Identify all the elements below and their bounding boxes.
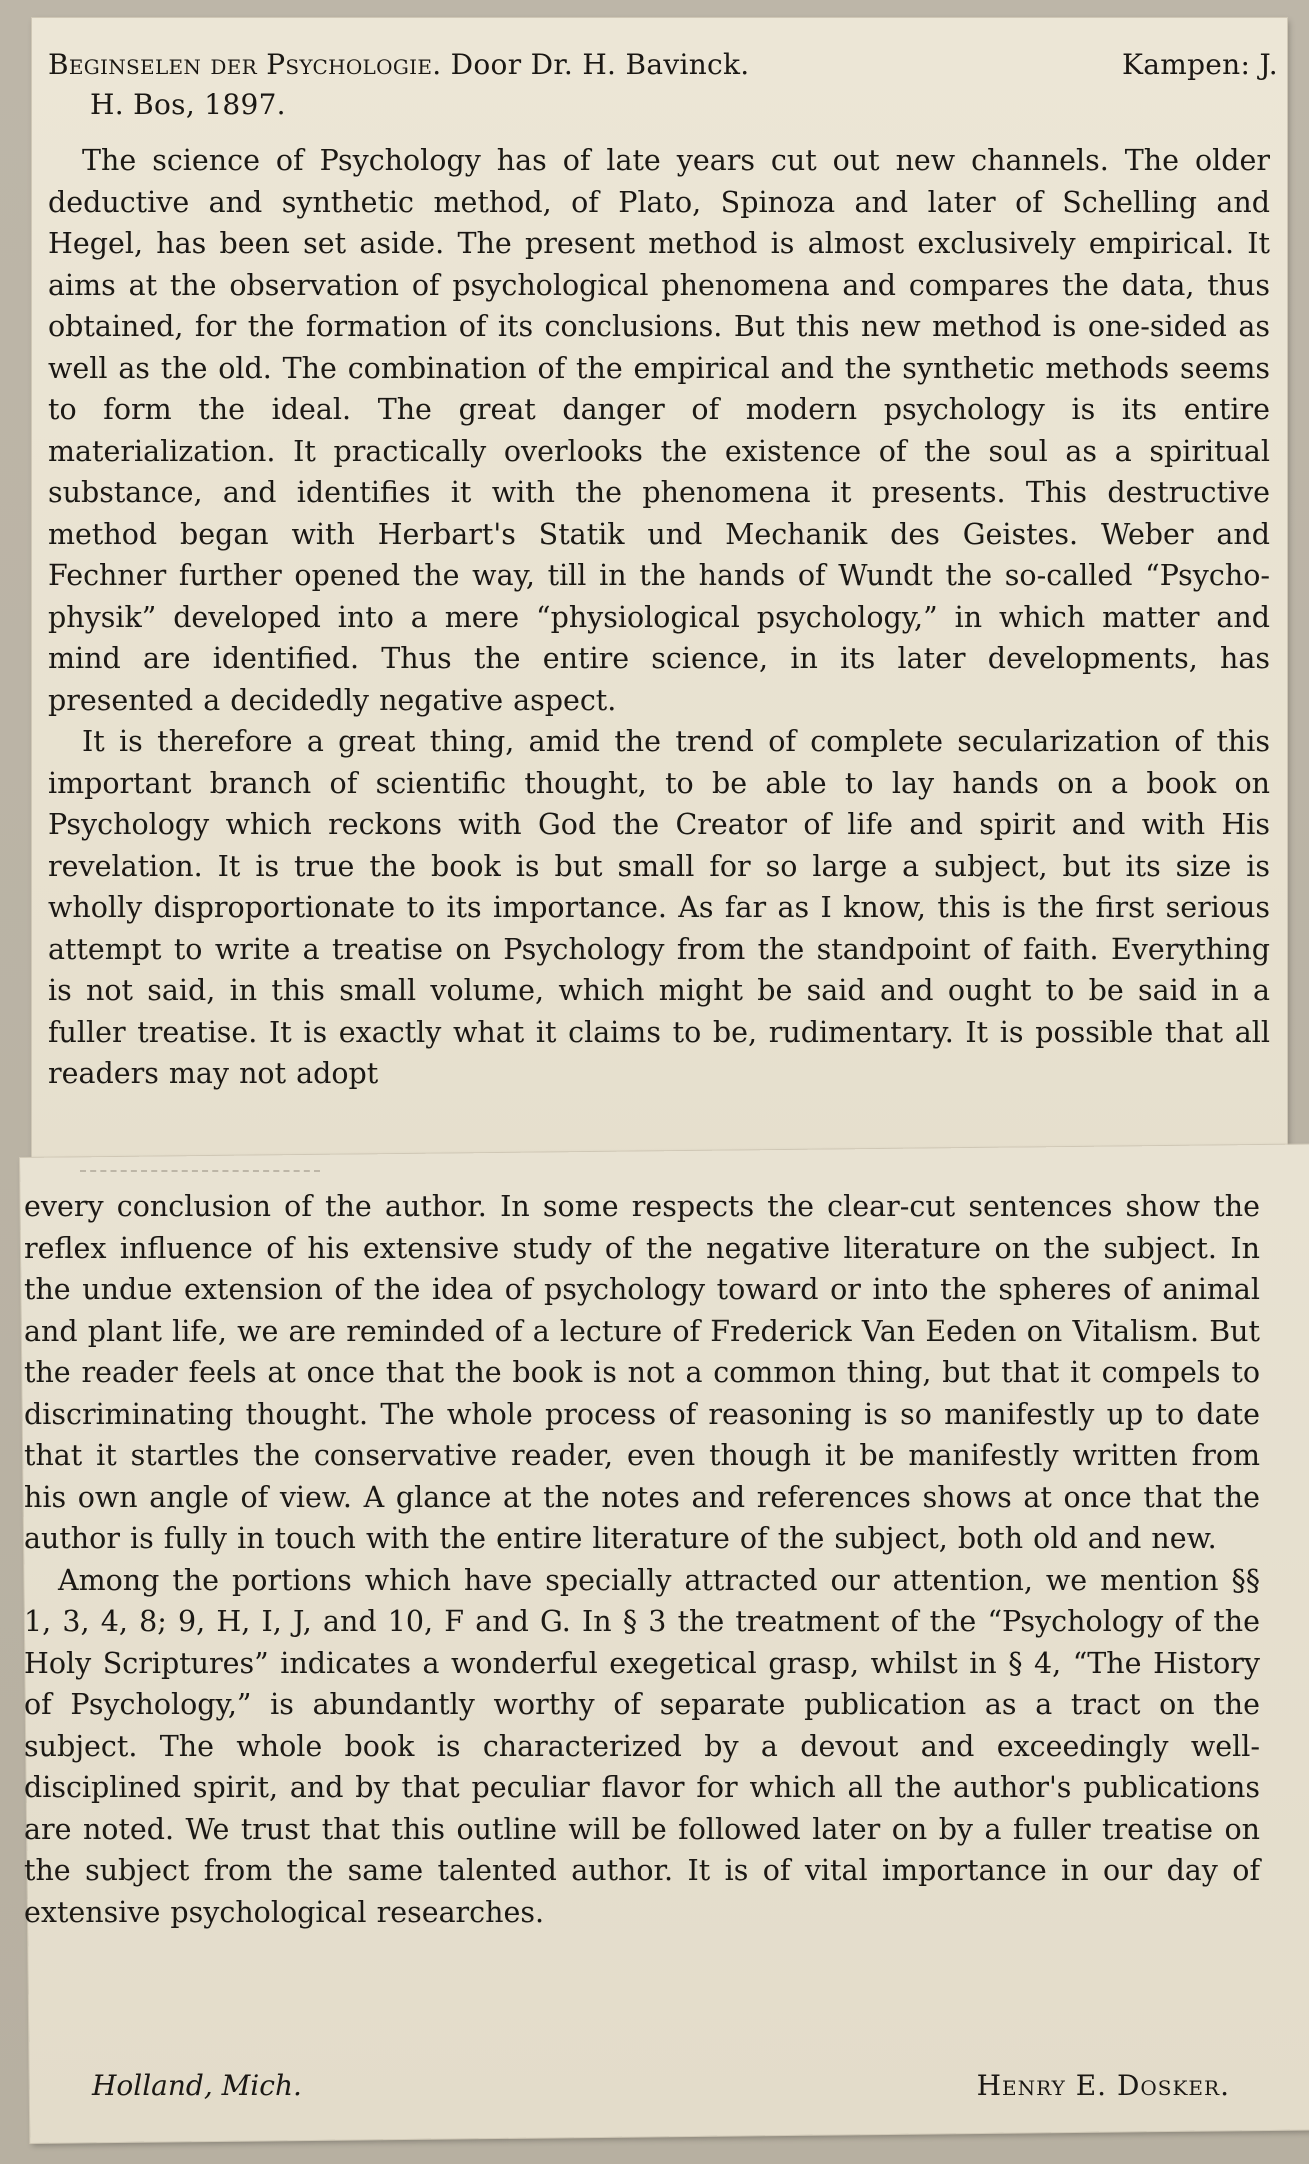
paragraph: It is therefore a great thing, amid the trend of complete secularization of this important branch of scientific thought, to be able to lay hands on a book on Psychology which reckons with God the Creator of life and spirit and with His revelation. It is true the book is but small for so large a subject, but its size is wholly disproportionate to its importance. As far as I know, this is the first serious attempt to write a treatise on Psychology from the standpoint of faith. Everything is not said, in this small volume, which might be said and ought to be said in a fuller treatise. It is exactly what it claims to be, rudimentary. It is possible that all readers may not adopt <box>48 725 1270 1090</box>
review-header <box>48 46 1278 84</box>
book-publisher-place: Kampen: J. <box>1122 48 1278 81</box>
book-title: Beginselen der Psychologie. <box>48 48 442 81</box>
book-byline: Door Dr. H. Bavinck. <box>450 48 750 81</box>
signoff-place: Holland, Mich. <box>92 2069 302 2102</box>
signoff-author: Henry E. Dosker. <box>976 2069 1230 2102</box>
review-body-lower <box>24 1186 1260 1933</box>
paragraph: every conclusion of the author. In some respects the clear-cut sentences show the reflex influence of his extensive study of the negative literature on the subject. In the undue extension of the idea of psychology toward or into the spheres of animal and plant life, we are reminded of a lecture of Frederick Van Eeden on Vitalism. But the reader feels at once that the book is not a common thing, but that it compels to discriminating thought. The whole process of reasoning is so manifestly up to date that it startles the conservative reader, even though it be manifestly written from his own angle of view. A glance at the notes and references shows at once that the author is fully in touch with the entire literature of the subject, both old and new. <box>24 1190 1260 1555</box>
paragraph: The science of Psychology has of late years cut out new channels. The older deductive and synthetic method, of Plato, Spinoza and later of Schelling and Hegel, has been set aside. The present method is almost exclusively empirical. It aims at the observation of psychological phenomena and compares the data, thus obtained, for the formation of its conclusions. But this new method is one-sided as well as the old. The combination of the empirical and the synthetic methods seems to form the ideal. The great danger of modern psychology is its entire materialization. It practically overlooks the existence of the soul as a spiritual substance, and identifies it with the phenomena it presents. This destructive method began with Herbart's Statik und Mechanik des Geistes. Weber and Fechner further opened the way, till in the hands of Wundt the so-called “Psycho-physik” developed into a mere “physiological psychology,” in which matter and mind are identified. Thus the entire science, in its later developments, has presented a decidedly negative aspect. <box>48 144 1270 717</box>
book-publisher-line: H. Bos, 1897. <box>90 88 286 121</box>
review-body-upper <box>48 140 1270 1095</box>
tear-mark <box>80 1170 320 1178</box>
paragraph: Among the portions which have specially attracted our attention, we mention §§ 1, 3, 4, 8; 9, H, I, J, and 10, F and G. In § 3 the treatment of the “Psychology of the Holy Scriptures” indicates a wonderful exegetical grasp, whilst in § 4, “The History of Psychology,” is abundantly worthy of separate publication as a tract on the subject. The whole book is characterized by a devout and exceedingly well-disciplined spirit, and by that peculiar flavor for which all the author's publications are noted. We trust that this outline will be followed later on by a fuller treatise on the subject from the same talented author. It is of vital importance in our day of extensive psychological researches. <box>24 1563 1260 1929</box>
